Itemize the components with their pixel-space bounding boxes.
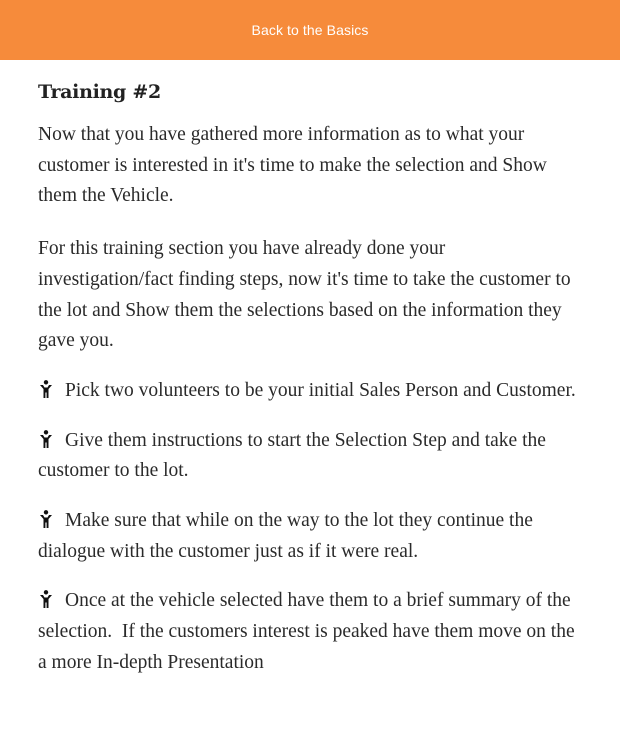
step-item-2 xyxy=(38,426,582,487)
intro-paragraph: Now that you have gathered more information as to what your customer is interested in it's time to make the selection and Show them the Vehicle. xyxy=(38,124,547,207)
section-paragraph: For this training section you have already done your investigation/fact finding steps, now it's time to take the customer to the lot and Show them the selections based on the information they gave you. xyxy=(38,238,571,352)
step-text: Give them instructions to start the Selection Step and take the customer to the lot. xyxy=(38,429,546,482)
step-text: Once at the vehicle selected have them to a brief summary of the selection. If the customers interest is peaked have them move on the a more In-depth Presentation xyxy=(38,590,580,673)
page-title: Training #2 xyxy=(38,81,161,103)
person-icon xyxy=(39,430,53,448)
step-text: Pick two volunteers to be your initial Sales Person and Customer. xyxy=(65,379,576,401)
step-text: Make sure that while on the way to the lot they continue the dialogue with the customer just as if it were real. xyxy=(38,510,533,562)
main-content xyxy=(0,80,620,679)
person-icon xyxy=(39,590,53,608)
step-item-3 xyxy=(38,506,582,567)
step-item-1 xyxy=(38,376,582,407)
step-item-4 xyxy=(38,586,582,678)
top-header-bar xyxy=(0,0,620,60)
person-icon xyxy=(39,510,53,528)
person-icon xyxy=(39,380,53,398)
back-to-basics-link[interactable]: Back to the Basics xyxy=(251,22,369,38)
